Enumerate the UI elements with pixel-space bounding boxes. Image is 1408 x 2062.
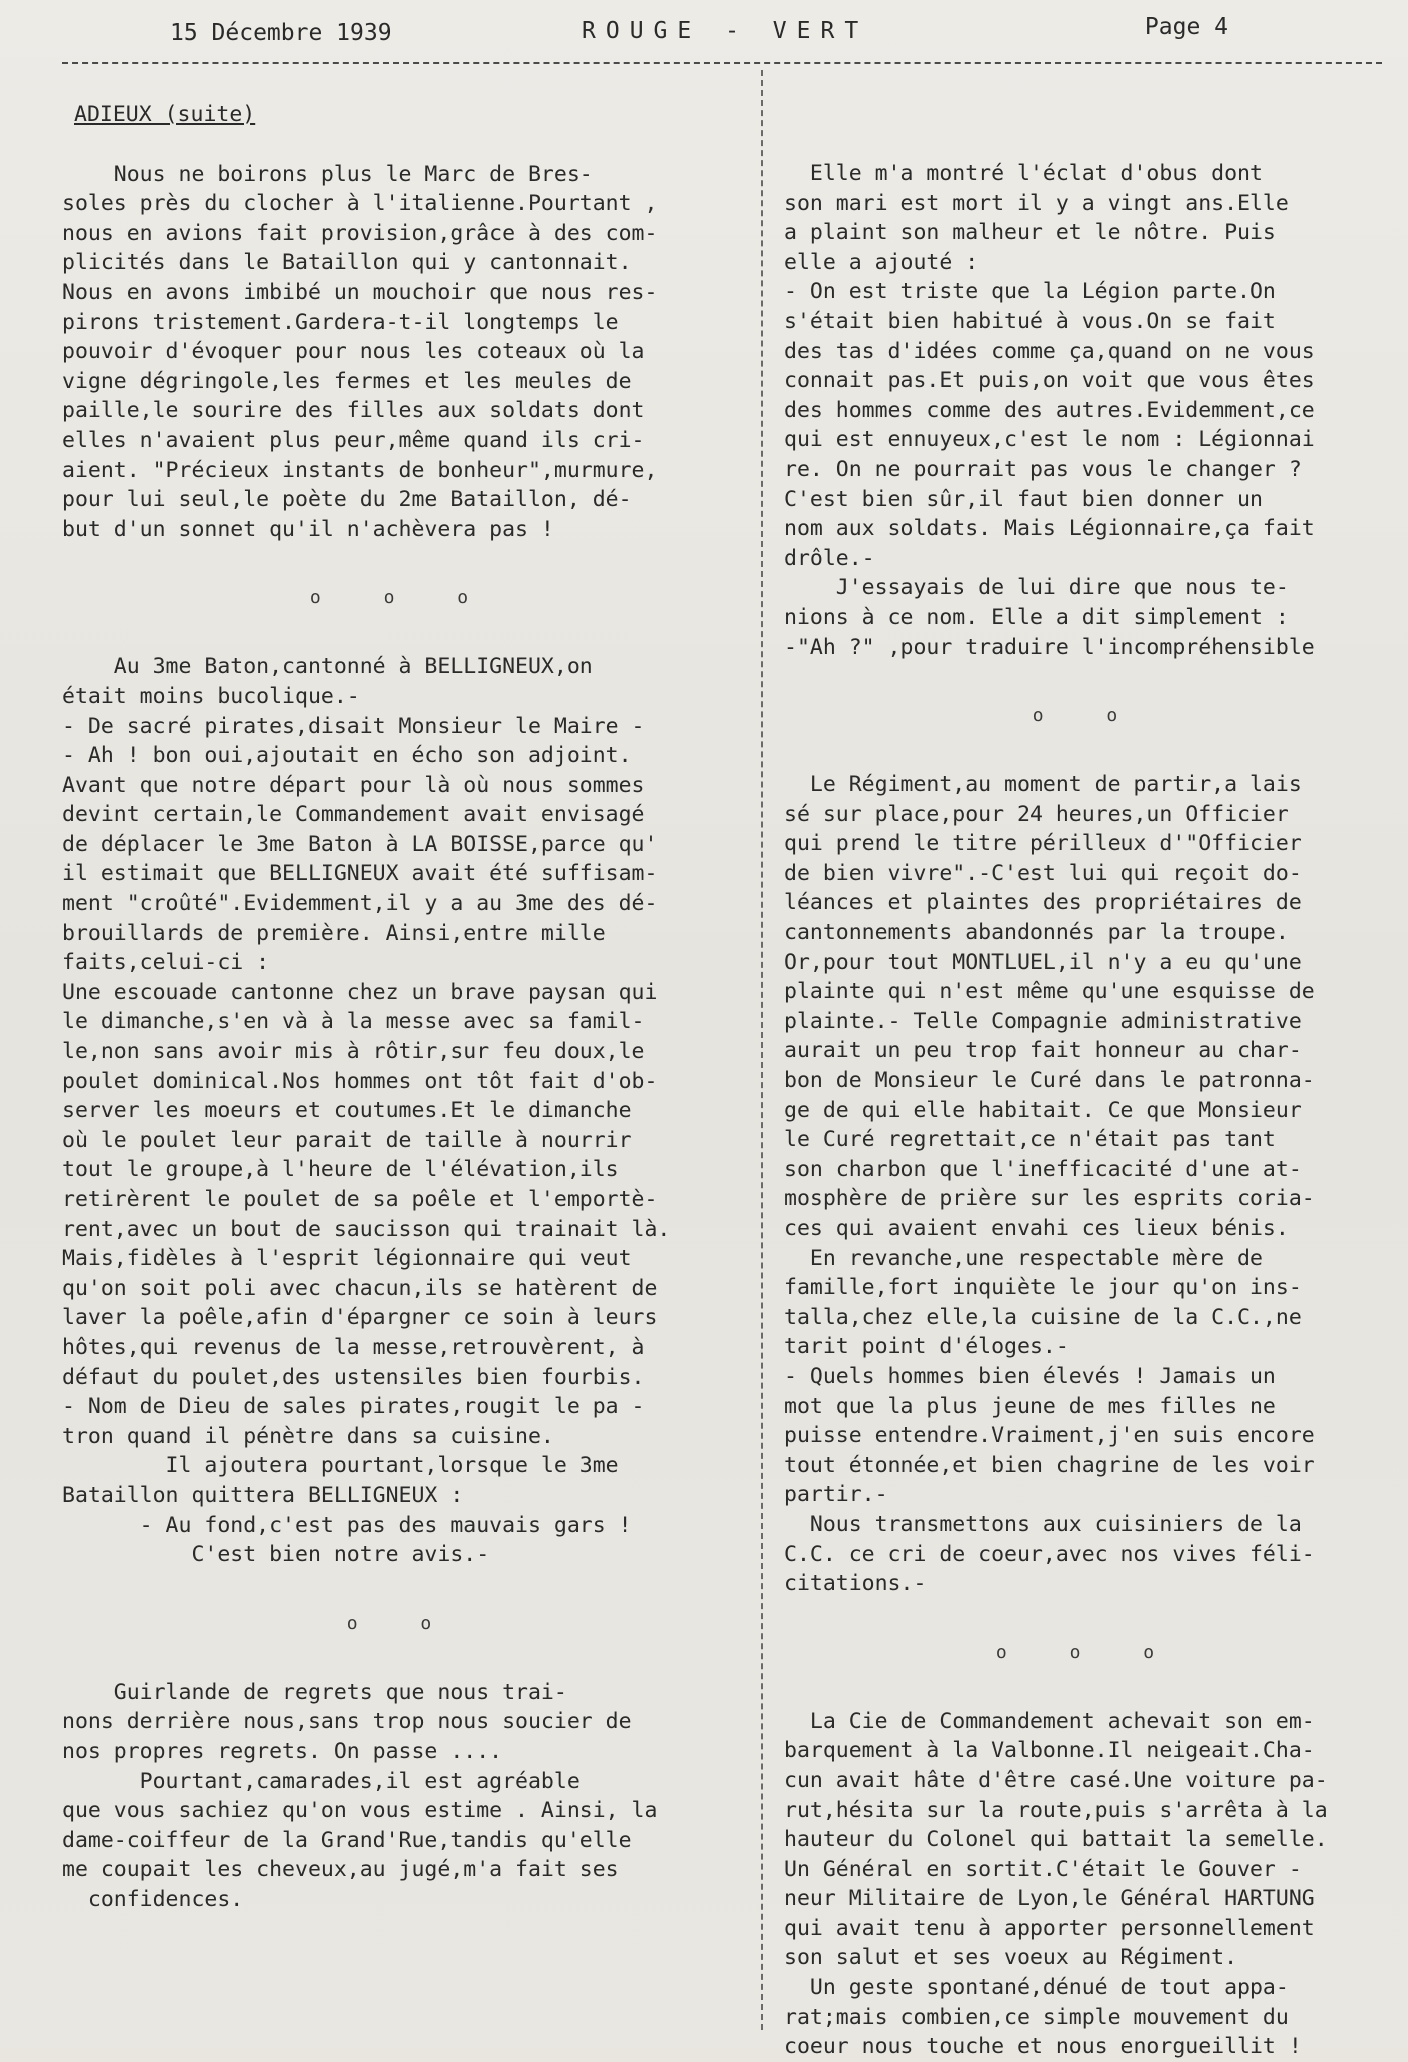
separator-dots: o o o [995,1641,1181,1663]
text-line: des tas d'idées comme ça,quand on ne vous [784,338,1315,364]
right-block-2 [784,770,1392,1599]
text-line: Elle m'a montré l'éclat d'obus dont [784,161,1263,186]
text-line: s'était bien habitué à vous.On se fait [784,308,1276,334]
text-line: retirèrent le poulet de sa poêle et l'emportè- [62,1187,658,1212]
text-line: sé sur place,pour 24 heures,un Officier [784,801,1289,827]
text-line: léances et plaintes des propriétaires de [784,890,1302,916]
text-line: elles n'avaient plus peur,même quand ils cri- [62,427,645,453]
text-line: ge de qui elle habitait. Ce que Monsieur [784,1097,1302,1123]
text-line: me coupait les cheveux,au jugé,m'a fait ses [62,1857,619,1883]
right-column [784,100,1392,2062]
text-line: il estimait que BELLIGNEUX avait été suffisam- [62,861,658,887]
text-line: le Curé regrettait,ce n'était pas tant [784,1127,1276,1153]
text-line: pouvoir d'évoquer pour nous les coteaux où la [62,339,645,365]
text-line: elle a ajouté : [784,249,979,275]
text-line: C.C. ce cri de coeur,avec nos vives féli- [784,1541,1315,1567]
text-line: mot que la plus jeune de mes filles ne [784,1393,1276,1419]
text-line: Un geste spontané,dénué de tout appa- [784,1975,1289,2001]
text-line: poulet dominical.Nos hommes ont tôt fait d'ob- [62,1068,658,1094]
text-line: Bataillon quittera BELLIGNEUX : [62,1482,464,1508]
text-line: J'essayais de lui dire que nous te- [784,575,1289,601]
text-line: faits,celui-ci : [62,950,270,976]
text-line: tout étonnée,et bien chagrine de les voir [784,1452,1315,1478]
text-line: était moins bucolique.- [62,683,360,709]
text-line: brouillards de première. Ainsi,entre mille [62,920,606,946]
right-block-3 [784,1707,1392,2062]
text-line: paille,le sourire des filles aux soldats dont [62,398,645,424]
text-line: - Quels hommes bien élevés ! Jamais un [784,1363,1276,1389]
page-header [170,14,1338,50]
text-line: tron quand il pénètre dans sa cuisine. [62,1423,554,1449]
text-line: but d'un sonnet qu'il n'achèvera pas ! [62,516,554,542]
text-line: hauteur du Colonel qui battait la semelle. [784,1827,1328,1853]
text-line: mosphère de prière sur les esprits coria- [784,1186,1315,1212]
text-line: drôle.- [784,545,875,571]
text-line: plicités dans le Bataillon qui y cantonnait. [62,250,632,276]
text-line: coeur nous touche et nous enorgueillit ! [784,2034,1302,2060]
text-line: re. On ne pourrait pas vous le changer ? [784,456,1302,482]
text-line: que vous sachiez qu'on vous estime . Ainsi, la [62,1798,658,1824]
text-line: soles près du clocher à l'italienne.Pourtant , [62,191,658,217]
text-line: cun avait hâte d'être casé.Une voiture pa- [784,1767,1328,1793]
text-line: rut,hésita sur la route,puis s'arrêta à la [784,1797,1328,1823]
text-line: talla,chez elle,la cuisine de la C.C.,ne [784,1304,1302,1330]
text-line: En revanche,une respectable mère de [784,1245,1263,1271]
text-line: laver la poêle,afin d'épargner ce soin à leurs [62,1305,658,1331]
text-line: qui est ennuyeux,c'est le nom : Légionnai [784,427,1315,453]
text-line: ment "croûté".Evidemment,il y a au 3me des dé- [62,891,658,917]
text-line: connait pas.Et puis,on voit que vous êtes [784,368,1315,394]
text-line: tarit point d'éloges.- [784,1334,1069,1360]
text-line: neur Militaire de Lyon,le Général HARTUNG [784,1886,1315,1912]
text-line: Il ajoutera pourtant,lorsque le 3me [62,1453,619,1479]
page-number: Page 4 [1144,14,1228,40]
text-line: vigne dégringole,les fermes et les meules de [62,368,632,394]
text-line: dame-coiffeur de la Grand'Rue,tandis qu'elle [62,1827,632,1853]
text-line: devint certain,le Commandement avait envisagé [62,802,645,828]
text-line: Or,pour tout MONTLUEL,il n'y a eu qu'une [784,949,1302,975]
text-line: - Ah ! bon oui,ajoutait en écho son adjoint. [62,743,632,769]
header-rule [62,62,1382,64]
text-line: aient. "Précieux instants de bonheur",murmure, [62,457,658,483]
text-line: son salut et ses voeux au Régiment. [784,1945,1238,1971]
text-line: qui avait tenu à apporter personnellement [784,1915,1315,1941]
text-line: tout le groupe,à l'heure de l'élévation,ils [62,1157,619,1183]
left-column [62,100,742,1914]
column-divider [761,70,763,2030]
text-line: cantonnements abandonnés par la troupe. [784,920,1289,946]
journal-title: ROUGE - VERT [582,18,869,44]
text-line: où le poulet leur parait de taille à nourrir [62,1127,632,1153]
text-line: rent,avec un bout de saucisson qui trainait là. [62,1216,671,1242]
text-line: son mari est mort il y a vingt ans.Elle [784,190,1289,216]
text-line: rat;mais combien,ce simple mouvement du [784,2004,1289,2030]
right-block-1 [784,159,1392,662]
text-line: Avant que notre départ pour là où nous sommes [62,772,645,798]
separator-dots: o o o [309,587,495,609]
text-line: nous en avions fait provision,grâce à des com- [62,220,658,246]
text-line: Pourtant,camarades,il est agréable [62,1768,580,1794]
left-block-3 [62,1678,742,1915]
text-line: Guirlande de regrets que nous trai- [62,1679,567,1705]
text-line: - Au fond,c'est pas des mauvais gars ! [62,1512,632,1538]
text-line: plainte.- Telle Compagnie administrative [784,1008,1302,1034]
text-line: hôtes,qui revenus de la messe,retrouvèrent, à [62,1334,645,1360]
text-line: pirons tristement.Gardera-t-il longtemps le [62,309,619,335]
text-line: Un Général en sortit.C'était le Gouver - [784,1856,1302,1882]
text-line: puisse entendre.Vraiment,j'en suis encore [784,1423,1315,1449]
text-line: Une escouade cantonne chez un brave paysan qui [62,979,658,1005]
text-line: pour lui seul,le poète du 2me Bataillon, dé- [62,487,632,513]
text-line: a plaint son malheur et le nôtre. Puis [784,220,1276,246]
text-line: le dimanche,s'en và à la messe avec sa famil- [62,1009,645,1035]
text-line: des hommes comme des autres.Evidemment,ce [784,397,1315,423]
text-line: barquement à la Valbonne.Il neigeait.Cha- [784,1738,1315,1764]
separator-dots: o o [1032,705,1144,727]
text-line: son charbon que l'inefficacité d'une at- [784,1156,1302,1182]
text-line: La Cie de Commandement achevait son em- [784,1708,1315,1734]
text-line: Nous en avons imbibé un mouchoir que nous res- [62,279,658,305]
text-line: de déplacer le 3me Baton à LA BOISSE,parce qu' [62,831,658,857]
left-block-1 [62,160,742,545]
text-line: le,non sans avoir mis à rôtir,sur feu doux,le [62,1039,645,1065]
text-line: Nous transmettons aux cuisiniers de la [784,1511,1302,1537]
text-line: Le Régiment,au moment de partir,a lais [784,772,1302,798]
text-line: nom aux soldats. Mais Légionnaire,ça fait [784,516,1315,542]
text-line: Mais,fidèles à l'esprit légionnaire qui veut [62,1246,632,1272]
text-line: server les moeurs et coutumes.Et le dimanche [62,1098,632,1124]
text-line: ces qui avaient envahi ces lieux bénis. [784,1216,1289,1241]
text-line: qui prend le titre périlleux d'"Officier [784,831,1302,857]
text-line: qu'on soit poli avec chacun,ils se hatèrent de [62,1275,658,1301]
separator-dots: o o [346,1612,458,1634]
text-line: famille,fort inquiète le jour qu'on ins- [784,1275,1302,1301]
text-line: de bien vivre".-C'est lui qui reçoit do- [784,860,1302,886]
text-line: -"Ah ?" ,pour traduire l'incompréhensible [784,634,1315,660]
text-line: aurait un peu trop fait honneur au char- [784,1038,1302,1064]
text-line: - Nom de Dieu de sales pirates,rougit le pa - [62,1394,645,1420]
text-line: Au 3me Baton,cantonné à BELLIGNEUX,on [62,654,593,680]
text-line: C'est bien notre avis.- [62,1542,490,1568]
text-line: nons derrière nous,sans trop nous soucier de [62,1709,632,1735]
text-line: nos propres regrets. On passe .... [62,1738,503,1764]
text-line: citations.- [784,1571,927,1597]
text-line: - On est triste que la Légion parte.On [784,279,1276,305]
text-line: partir.- [784,1482,888,1508]
text-line: Nous ne boirons plus le Marc de Bres- [62,161,593,187]
text-line: - De sacré pirates,disait Monsieur le Maire - [62,713,645,739]
text-line: confidences. [62,1886,244,1912]
text-line: nions à ce nom. Elle a dit simplement : [784,604,1289,630]
header-date: 15 Décembre 1939 [170,20,392,46]
section-title: ADIEUX (suite) [74,102,256,127]
text-line: bon de Monsieur le Curé dans le patronna- [784,1068,1315,1094]
text-line: défaut du poulet,des ustensiles bien fourbis. [62,1364,645,1390]
text-line: plainte qui n'est même qu'une esquisse de [784,979,1315,1005]
text-line: C'est bien sûr,il faut bien donner un [784,486,1263,512]
left-block-2 [62,652,742,1569]
